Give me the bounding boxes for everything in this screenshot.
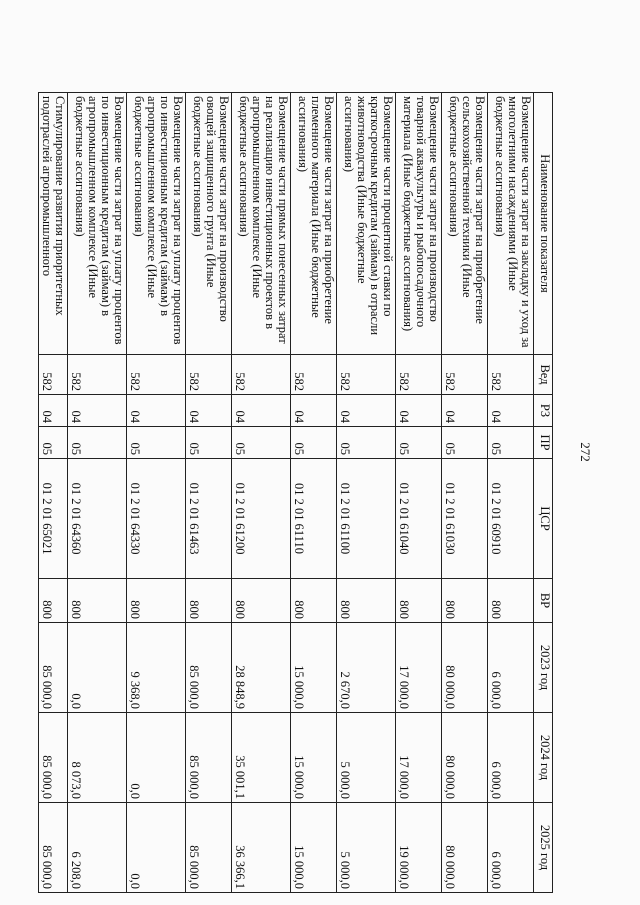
row-2025: 0,0 xyxy=(127,803,186,893)
table-row xyxy=(442,93,488,893)
row-rz: 04 xyxy=(68,395,127,427)
row-name: Возмещение части прямых понесенных затрат на реализацию инвестиционных проектов в агропромышленном комплексе (Иные бюджетные ассигнования) xyxy=(232,93,291,355)
row-2023: 85 000,0 xyxy=(39,623,68,713)
row-2023: 15 000,0 xyxy=(291,623,337,713)
row-csr: 01 2 01 60910 xyxy=(488,459,534,579)
row-ved: 582 xyxy=(488,355,534,395)
row-csr: 01 2 01 61030 xyxy=(442,459,488,579)
row-2025: 85 000,0 xyxy=(186,803,232,893)
row-name: Возмещение части затрат на производство овощей защищенного грунта (Иные бюджетные ассигнования) xyxy=(186,93,232,355)
row-2025: 6 208,0 xyxy=(68,803,127,893)
table-row xyxy=(488,93,534,893)
row-pr: 05 xyxy=(68,427,127,459)
row-2024: 85 000,0 xyxy=(186,713,232,803)
row-csr: 01 2 01 61463 xyxy=(186,459,232,579)
header-vr: ВР xyxy=(534,579,553,623)
table-row xyxy=(291,93,337,893)
row-pr: 05 xyxy=(337,427,396,459)
row-2023: 2 670,0 xyxy=(337,623,396,713)
row-name: Возмещение части затрат на уплату процентов по инвестиционным кредитам (займам) в агропромышленном комплексе (Иные бюджетные ассигнования) xyxy=(68,93,127,355)
row-ved: 582 xyxy=(442,355,488,395)
row-csr: 01 2 01 61110 xyxy=(291,459,337,579)
row-pr: 05 xyxy=(396,427,442,459)
row-2025: 19 000,0 xyxy=(396,803,442,893)
row-ved: 582 xyxy=(186,355,232,395)
header-rz: РЗ xyxy=(534,395,553,427)
row-2023: 9 368,0 xyxy=(127,623,186,713)
row-pr: 05 xyxy=(39,427,68,459)
page-number: 272 xyxy=(578,442,593,462)
row-vr: 800 xyxy=(337,579,396,623)
table-row xyxy=(396,93,442,893)
row-2025: 85 000,0 xyxy=(39,803,68,893)
row-vr: 800 xyxy=(186,579,232,623)
row-csr: 01 2 01 61100 xyxy=(337,459,396,579)
row-ved: 582 xyxy=(127,355,186,395)
row-pr: 05 xyxy=(127,427,186,459)
row-vr: 800 xyxy=(442,579,488,623)
row-2024: 0,0 xyxy=(127,713,186,803)
row-rz: 04 xyxy=(127,395,186,427)
row-vr: 800 xyxy=(232,579,291,623)
table-row xyxy=(337,93,396,893)
row-name: Стимулирование развития приоритетных подотраслей агропромышленного xyxy=(39,93,68,355)
row-rz: 04 xyxy=(337,395,396,427)
row-pr: 05 xyxy=(232,427,291,459)
row-2023: 28 848,9 xyxy=(232,623,291,713)
row-2025: 6 000,0 xyxy=(488,803,534,893)
row-rz: 04 xyxy=(442,395,488,427)
row-2023: 6 000,0 xyxy=(488,623,534,713)
row-2025: 36 366,1 xyxy=(232,803,291,893)
row-ved: 582 xyxy=(396,355,442,395)
row-2024: 80 000,0 xyxy=(442,713,488,803)
table-row xyxy=(186,93,232,893)
header-csr: ЦСР xyxy=(534,459,553,579)
row-vr: 800 xyxy=(39,579,68,623)
row-rz: 04 xyxy=(396,395,442,427)
row-name: Возмещение части процентной ставки по краткосрочным кредитам (займам) в отрасли животноводства (Иные бюджетные ассигнования) xyxy=(337,93,396,355)
table-header-row xyxy=(534,93,553,893)
row-2024: 17 000,0 xyxy=(396,713,442,803)
row-ved: 582 xyxy=(291,355,337,395)
row-name: Возмещение части затрат на производство товарной аквакультуры и рыбопосадочного материала (Иные бюджетные ассигнования) xyxy=(396,93,442,355)
row-ved: 582 xyxy=(39,355,68,395)
row-pr: 05 xyxy=(186,427,232,459)
table-row xyxy=(39,93,68,893)
header-pr: ПР xyxy=(534,427,553,459)
row-name: Возмещение части затрат на приобретение сельскохозяйственной техники (Иные бюджетные ассигнования) xyxy=(442,93,488,355)
header-name: Наименование показателя xyxy=(534,93,553,355)
row-2025: 15 000,0 xyxy=(291,803,337,893)
row-rz: 04 xyxy=(488,395,534,427)
row-name: Возмещение части затрат на закладку и уход за многолетними насаждениями (Иные бюджетные ассигнования) xyxy=(488,93,534,355)
row-2024: 35 001,1 xyxy=(232,713,291,803)
header-ved: Вед xyxy=(534,355,553,395)
row-csr: 01 2 01 65021 xyxy=(39,459,68,579)
row-2024: 5 000,0 xyxy=(337,713,396,803)
row-ved: 582 xyxy=(337,355,396,395)
row-pr: 05 xyxy=(488,427,534,459)
row-2024: 15 000,0 xyxy=(291,713,337,803)
row-2025: 80 000,0 xyxy=(442,803,488,893)
row-vr: 800 xyxy=(488,579,534,623)
row-name: Возмещение части затрат на приобретение племенного материала (Иные бюджетные ассигнования) xyxy=(291,93,337,355)
budget-table xyxy=(38,92,553,893)
table-row xyxy=(232,93,291,893)
row-2024: 6 000,0 xyxy=(488,713,534,803)
row-csr: 01 2 01 61200 xyxy=(232,459,291,579)
row-vr: 800 xyxy=(396,579,442,623)
table-row xyxy=(127,93,186,893)
row-pr: 05 xyxy=(442,427,488,459)
row-2024: 8 073,0 xyxy=(68,713,127,803)
row-2023: 17 000,0 xyxy=(396,623,442,713)
row-csr: 01 2 01 64360 xyxy=(68,459,127,579)
row-rz: 04 xyxy=(186,395,232,427)
budget-table-container xyxy=(28,92,553,892)
row-csr: 01 2 01 61040 xyxy=(396,459,442,579)
row-2024: 85 000,0 xyxy=(39,713,68,803)
header-2025: 2025 год xyxy=(534,803,553,893)
row-pr: 05 xyxy=(291,427,337,459)
row-vr: 800 xyxy=(68,579,127,623)
row-2025: 5 000,0 xyxy=(337,803,396,893)
row-2023: 0,0 xyxy=(68,623,127,713)
row-rz: 04 xyxy=(39,395,68,427)
table-row xyxy=(68,93,127,893)
row-vr: 800 xyxy=(291,579,337,623)
row-rz: 04 xyxy=(232,395,291,427)
row-2023: 85 000,0 xyxy=(186,623,232,713)
row-rz: 04 xyxy=(291,395,337,427)
header-2024: 2024 год xyxy=(534,713,553,803)
row-csr: 01 2 01 64330 xyxy=(127,459,186,579)
header-2023: 2023 год xyxy=(534,623,553,713)
row-ved: 582 xyxy=(68,355,127,395)
row-name: Возмещение части затрат на уплату процентов по инвестиционным кредитам (займам) в агропромышленном комплексе (Иные бюджетные ассигнования) xyxy=(127,93,186,355)
row-vr: 800 xyxy=(127,579,186,623)
row-2023: 80 000,0 xyxy=(442,623,488,713)
row-ved: 582 xyxy=(232,355,291,395)
